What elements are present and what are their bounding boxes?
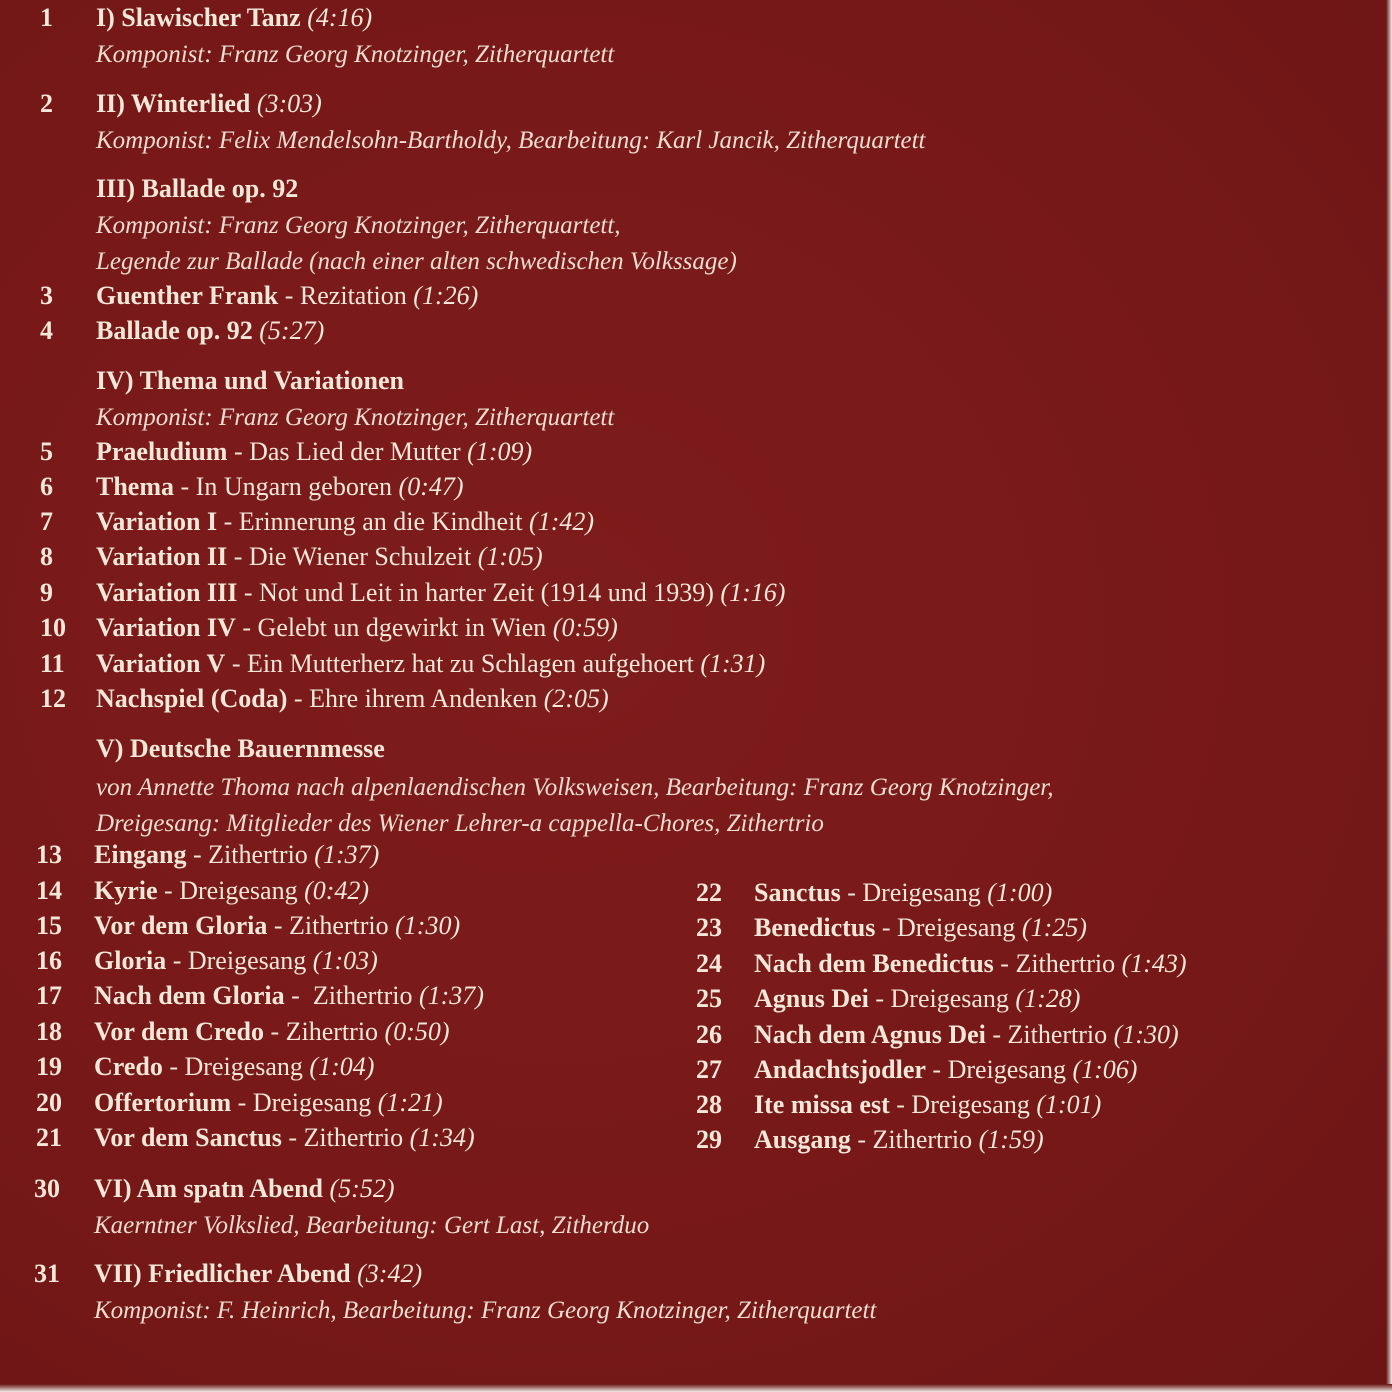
- track-title: Ballade op. 92: [96, 316, 253, 345]
- track-description: - In Ungarn geboren: [174, 472, 399, 501]
- track-row: [94, 1017, 450, 1047]
- track-row: [94, 1052, 374, 1082]
- section-credit: von Annette Thoma nach alpenlaendischen Volksweisen, Bearbeitung: Franz Georg Knotzinger,: [96, 774, 1054, 801]
- track-title: Guenther Frank: [96, 281, 279, 310]
- section-credit: Komponist: F. Heinrich, Bearbeitung: Franz Georg Knotzinger, Zitherquartett: [94, 1297, 877, 1324]
- track-description: - Dreigesang: [166, 946, 313, 975]
- track-time: (0:50): [384, 1017, 450, 1046]
- track-title: Eingang: [94, 840, 187, 869]
- track-row: [94, 876, 369, 906]
- track-row: [96, 507, 594, 537]
- track-row: [754, 984, 1080, 1014]
- track-title: Variation V: [96, 649, 226, 678]
- track-title: Nachspiel (Coda): [96, 684, 288, 713]
- track-title: Variation IV: [96, 613, 236, 642]
- track-time: (1:09): [467, 437, 533, 466]
- section-title-text: I) Slawischer Tanz: [96, 3, 301, 32]
- section-title-text: VII) Friedlicher Abend: [94, 1259, 351, 1288]
- track-row: [96, 649, 765, 679]
- track-time: (1:43): [1121, 949, 1187, 978]
- track-time: (1:59): [978, 1125, 1044, 1154]
- track-description: - Zithertrio: [281, 1123, 410, 1152]
- track-time: (1:31): [700, 649, 766, 678]
- track-time: (0:47): [398, 472, 464, 501]
- track-title: Nach dem Agnus Dei: [754, 1020, 986, 1049]
- track-row: [754, 949, 1187, 979]
- page-edge-right: [1386, 0, 1392, 1392]
- track-time: (1:42): [529, 507, 595, 536]
- track-description: - Rezitation: [278, 281, 414, 310]
- track-description: - Dreigesang: [231, 1088, 378, 1117]
- track-time: (0:59): [552, 613, 618, 642]
- track-row: [94, 1088, 443, 1118]
- track-number: 14: [36, 876, 62, 905]
- page-edge-bottom: [0, 1384, 1392, 1392]
- track-description: - Zithertrio: [284, 981, 419, 1010]
- track-description: - Dreigesang: [157, 876, 305, 905]
- track-time: (1:16): [720, 578, 786, 607]
- track-number: 30: [34, 1174, 60, 1203]
- track-number: 18: [36, 1017, 62, 1046]
- track-row: [96, 613, 618, 643]
- track-time: (1:00): [987, 878, 1053, 907]
- track-row: [96, 684, 609, 714]
- track-number: 10: [40, 613, 66, 642]
- track-time: (1:25): [1021, 913, 1087, 942]
- track-row: [94, 911, 460, 941]
- track-time: (3:03): [256, 89, 322, 118]
- track-description: - Dreigesang: [875, 913, 1022, 942]
- track-row: [754, 1020, 1179, 1050]
- track-description: - Zithertrio: [993, 949, 1122, 978]
- track-number: 1: [40, 3, 53, 32]
- track-description: - Die Wiener Schulzeit: [227, 542, 478, 571]
- track-time: (5:52): [329, 1174, 395, 1203]
- track-title: Variation I: [96, 507, 218, 536]
- track-title: Agnus Dei: [754, 984, 869, 1013]
- track-row: [94, 981, 484, 1011]
- track-title: Nach dem Gloria: [94, 981, 285, 1010]
- track-number: 17: [36, 981, 62, 1010]
- track-number: 31: [34, 1259, 60, 1288]
- track-time: (1:03): [312, 946, 378, 975]
- track-time: (0:42): [304, 876, 370, 905]
- track-time: (3:42): [357, 1259, 423, 1288]
- track-number: 22: [696, 878, 722, 907]
- track-row: [96, 281, 478, 311]
- track-row: [96, 472, 464, 502]
- track-time: (1:37): [314, 840, 380, 869]
- track-time: (1:28): [1015, 984, 1081, 1013]
- track-time: (1:30): [1113, 1020, 1179, 1049]
- track-number: 8: [40, 542, 53, 571]
- track-number: 27: [696, 1055, 722, 1084]
- track-row: [94, 840, 379, 870]
- section-credit: Komponist: Franz Georg Knotzinger, Zitherquartett: [96, 41, 615, 68]
- track-title: Gloria: [94, 946, 167, 975]
- track-number: 12: [40, 684, 66, 713]
- track-title: Sanctus: [754, 878, 841, 907]
- track-row: [94, 1123, 475, 1153]
- track-time: (1:05): [477, 542, 543, 571]
- track-title: Vor dem Gloria: [94, 911, 268, 940]
- track-description: - Dreigesang: [889, 1090, 1037, 1119]
- section-credit: Komponist: Felix Mendelsohn-Bartholdy, Bearbeitung: Karl Jancik, Zitherquartett: [96, 127, 926, 154]
- track-number: 28: [696, 1090, 722, 1119]
- track-description: - Dreigesang: [162, 1052, 310, 1081]
- track-title: Kyrie: [94, 876, 158, 905]
- track-number: 3: [40, 281, 53, 310]
- track-time: (1:34): [409, 1123, 475, 1152]
- track-time: (5:27): [259, 316, 325, 345]
- section-title: IV) Thema und Variationen: [96, 366, 404, 395]
- track-time: (1:04): [309, 1052, 375, 1081]
- track-time: (1:21): [377, 1088, 443, 1117]
- track-row: [754, 1090, 1101, 1120]
- track-description: - Zithertrio: [985, 1020, 1114, 1049]
- track-number: 25: [696, 984, 722, 1013]
- track-number: 6: [40, 472, 53, 501]
- section-title: [94, 1259, 422, 1289]
- section-credit: Komponist: Franz Georg Knotzinger, Zitherquartett,: [96, 212, 621, 239]
- track-number: 11: [40, 649, 65, 678]
- track-time: (1:37): [418, 981, 484, 1010]
- track-number: 29: [696, 1125, 722, 1154]
- track-title: Thema: [96, 472, 174, 501]
- section-title: [94, 1174, 395, 1204]
- track-description: - Zithertrio: [267, 911, 396, 940]
- track-description: - Gelebt un dgewirkt in Wien: [235, 613, 553, 642]
- track-description: - Das Lied der Mutter: [227, 437, 468, 466]
- track-row: [754, 1055, 1137, 1085]
- section-credit: Komponist: Franz Georg Knotzinger, Zitherquartett: [96, 404, 615, 431]
- track-number: 5: [40, 437, 53, 466]
- track-title: Vor dem Credo: [94, 1017, 264, 1046]
- track-number: 9: [40, 578, 53, 607]
- track-description: - Zithertrio: [186, 840, 315, 869]
- track-row: [754, 1125, 1044, 1155]
- track-description: - Dreigesang: [868, 984, 1016, 1013]
- track-row: [94, 946, 378, 976]
- track-title: Andachtsjodler: [754, 1055, 926, 1084]
- track-number: 24: [696, 949, 722, 978]
- track-title: Variation III: [96, 578, 238, 607]
- track-number: 13: [36, 840, 62, 869]
- track-time: (1:01): [1036, 1090, 1102, 1119]
- track-row: [754, 913, 1087, 943]
- section-title: V) Deutsche Bauernmesse: [96, 734, 385, 763]
- track-number: 4: [40, 316, 53, 345]
- track-number: 15: [36, 911, 62, 940]
- track-description: - Zihertrio: [263, 1017, 385, 1046]
- section-credit: Dreigesang: Mitglieder des Wiener Lehrer-a cappella-Chores, Zithertrio: [96, 810, 824, 837]
- track-title: Offertorium: [94, 1088, 232, 1117]
- track-row: [96, 542, 543, 572]
- track-title: Ausgang: [754, 1125, 851, 1154]
- section-title-text: II) Winterlied: [96, 89, 251, 118]
- section-credit: Kaerntner Volkslied, Bearbeitung: Gert Last, Zitherduo: [94, 1212, 650, 1239]
- track-number: 7: [40, 507, 53, 536]
- section-title-text: VI) Am spatn Abend: [94, 1174, 324, 1203]
- track-row: [754, 878, 1052, 908]
- track-title: Vor dem Sanctus: [94, 1123, 282, 1152]
- track-title: Ite missa est: [754, 1090, 890, 1119]
- section-title: III) Ballade op. 92: [96, 174, 299, 203]
- section-credit: Legende zur Ballade (nach einer alten schwedischen Volkssage): [96, 248, 737, 275]
- section-title: [96, 89, 322, 119]
- track-time: (4:16): [307, 3, 373, 32]
- track-number: 16: [36, 946, 62, 975]
- track-number: 20: [36, 1088, 62, 1117]
- track-title: Praeludium: [96, 437, 228, 466]
- track-description: - Dreigesang: [840, 878, 988, 907]
- track-row: [96, 316, 324, 346]
- track-title: Variation II: [96, 542, 228, 571]
- track-row: [96, 437, 532, 467]
- track-description: - Zithertrio: [850, 1125, 979, 1154]
- track-title: Benedictus: [754, 913, 876, 942]
- track-description: - Ein Mutterherz hat zu Schlagen aufgehoert: [225, 649, 701, 678]
- track-number: 21: [36, 1123, 62, 1152]
- track-description: - Dreigesang: [925, 1055, 1073, 1084]
- track-title: Credo: [94, 1052, 163, 1081]
- track-time: (1:06): [1072, 1055, 1138, 1084]
- track-description: - Ehre ihrem Andenken: [287, 684, 544, 713]
- track-time: (2:05): [543, 684, 609, 713]
- track-number: 19: [36, 1052, 62, 1081]
- track-number: 23: [696, 913, 722, 942]
- track-time: (1:30): [395, 911, 461, 940]
- track-description: - Erinnerung an die Kindheit: [217, 507, 530, 536]
- track-time: (1:26): [413, 281, 479, 310]
- track-row: [96, 578, 785, 608]
- track-title: Nach dem Benedictus: [754, 949, 994, 978]
- section-title: [96, 3, 372, 33]
- track-number: 2: [40, 89, 53, 118]
- track-number: 26: [696, 1020, 722, 1049]
- track-description: - Not und Leit in harter Zeit (1914 und 1939): [237, 578, 721, 607]
